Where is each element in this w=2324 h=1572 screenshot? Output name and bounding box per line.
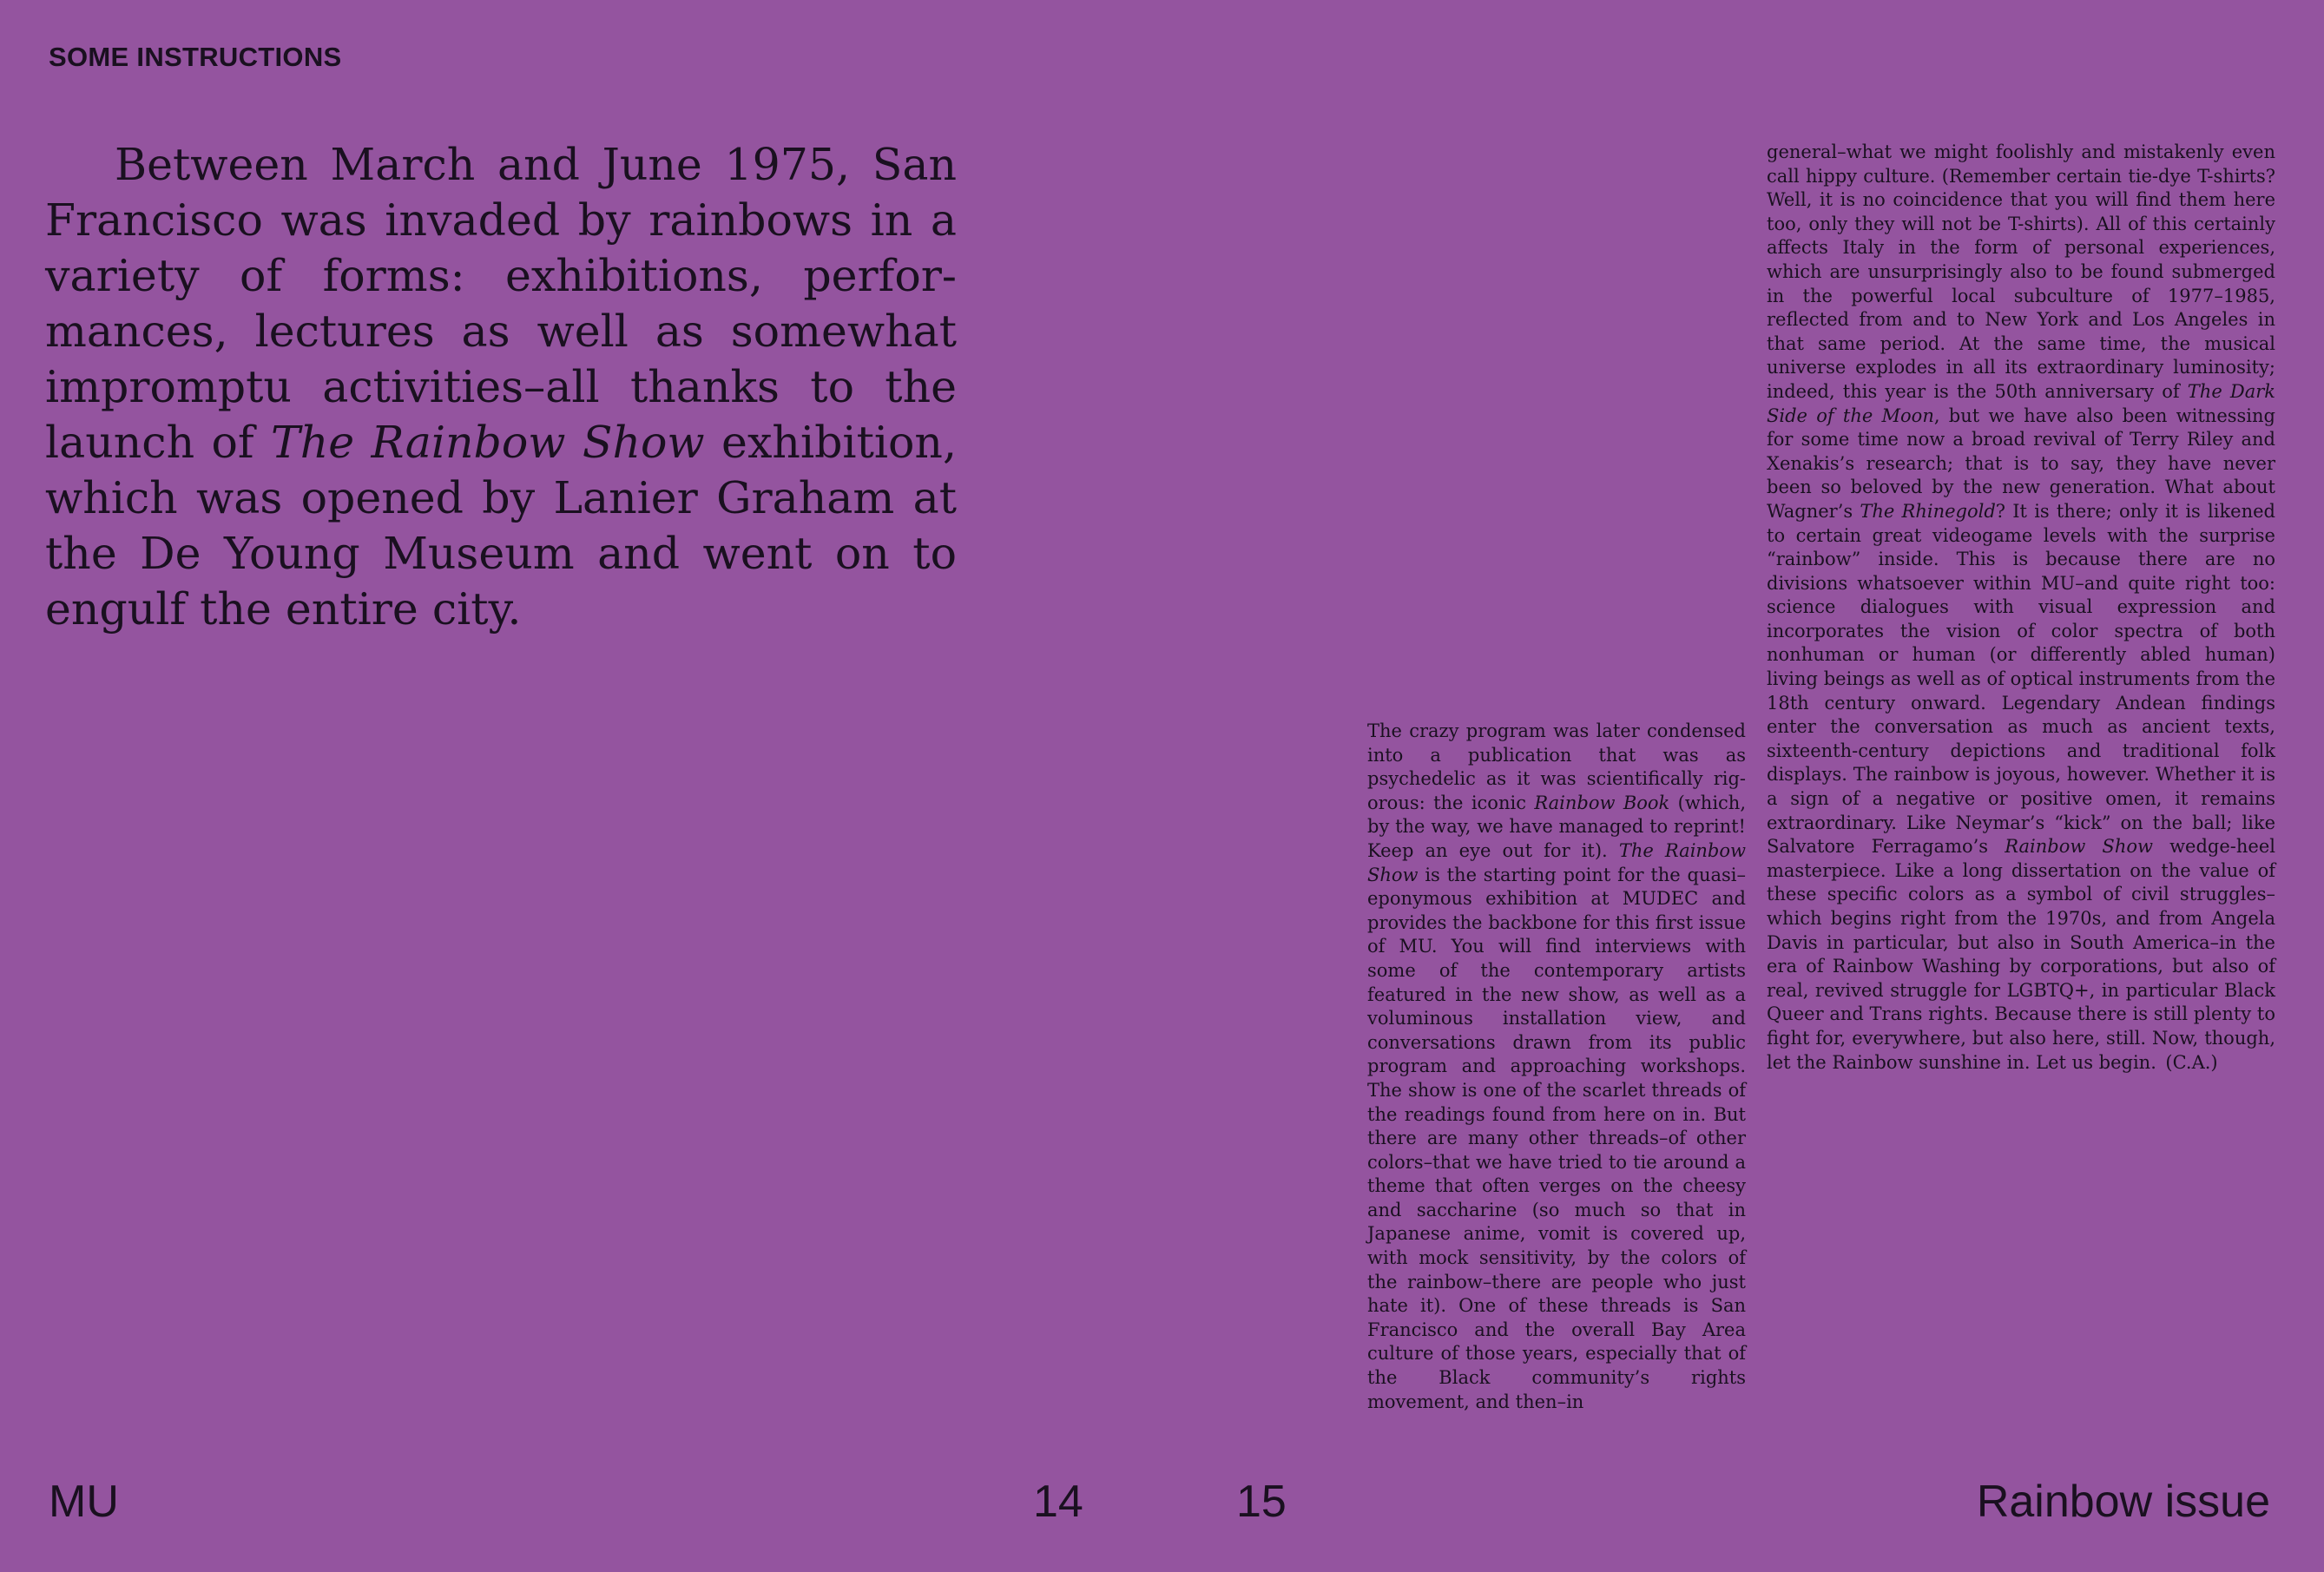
left-text-2: (which, by the way, we have managed to reprint! Keep an eye out for it). — [1367, 792, 1747, 861]
left-show-title: The Rainbow Show — [1367, 839, 1746, 885]
right-shoe-title: Rainbow Show — [2005, 836, 2153, 858]
lead-text-1: Between March and June 1975, San Francisco was invaded by rainbows in a variety of forms: exhibitions, performances, lectures as well as somewhat impromptu activities–all thanks to the launch of — [45, 139, 957, 468]
page-number-left: 14 — [1033, 1477, 1083, 1527]
page-number-right: 15 — [1236, 1477, 1287, 1527]
body-column-right — [1767, 141, 2275, 1075]
right-text-2: , but we have also been witnessing for some time now a broad revival of Terry Riley and Xenakis’s research; that is to say, they have never been so beloved by the new generation. What about Wagner’s — [1767, 405, 2275, 522]
lead-paragraph — [45, 137, 957, 637]
footer-magazine-name: MU — [49, 1477, 119, 1527]
lead-text-2: exhibition, which was opened by Lanier Graham at the De Young Museum and went on to engulf the entire city. — [45, 417, 957, 635]
lead-exhibition-title: The Rainbow Show — [271, 417, 705, 468]
left-text-3: is the starting point for the quasi–eponymous exhibition at MUDEC and provides the backbone for this first issue of MU. You will find interviews with some of the contemporary artists featured in the new show, as well as a voluminous installation view, and conversations drawn from its public program and approaching workshops. The show is one of the scarlet threads of the readings found from here on in. But there are many other threads–of other colors–that we have tried to tie around a theme that often verges on the cheesy and saccharine (so much so that in Japanese anime, vomit is covered up, with mock sensitivity, by the colors of the rainbow–there are people who just hate it). One of these threads is San Francisco and the overall Bay Area culture of those years, especially that of the Black community’s rights movement, and then–in — [1367, 864, 1746, 1412]
left-text-1: The crazy program was later condensed into a publication that was as psychedelic as it was scientifically rigorous: the iconic — [1367, 720, 1746, 813]
right-text-1: general–what we might foolishly and mistakenly even call hippy culture. (Remember certain tie-dye T-shirts? Well, it is no coincidence that you will find them here too, only they will not be T-shirts). All of this certainly affects Italy in the form of personal experiences, which are unsurprisingly also to be found submerged in the powerful local subculture of 1977–1985, reflected from and to New York and Los Angeles in that same period. At the same time, the musical universe explodes in all its extraordinary luminosity; indeed, this year is the 50th anniversary of — [1767, 141, 2275, 402]
right-opera-title: The Rhinegold — [1860, 500, 1996, 522]
body-column-left — [1367, 720, 1746, 1414]
right-album-title: The Dark Side of the Moon — [1767, 380, 2275, 426]
left-book-title: Rainbow Book — [1534, 792, 1670, 813]
right-text-3: ? It is there; only it is likened to certain great videogame levels with the surprise “rainbow” inside. This is because there are no divisions whatsoever within MU–and quite right too: science dialogues with visual expression and incorporates the vision of color spectra of both nonhuman or human (or differently abled human) living beings as well as of optical instruments from the 18th century onward. Legendary Andean findings enter the conversation as much as ancient texts, sixteenth-century depictions and traditional folk displays. The rainbow is joyous, however. Whether it is a sign of a negative or positive omen, it remains extraordinary. Like Neymar’s “kick” on the ball; like Salvatore Ferragamo’s — [1767, 500, 2276, 858]
section-label: SOME INSTRUCTIONS — [49, 42, 342, 72]
right-text-4: wedge-heel masterpiece. Like a long dissertation on the value of these specific colors as a symbol of civil struggles–which begins right from the 1970s, and from Angela Davis in particular, but also in South America–in the era of Rainbow Washing by corporations, but also of real, revived struggle for LGBTQ+, in particular Black Queer and Trans rights. Because there is still plenty to fight for, everywhere, but also here, still. Now, though, let the Rainbow sunshine in. Let us begin. (C.A.) — [1767, 836, 2275, 1073]
footer-issue-name: Rainbow issue — [1976, 1477, 2270, 1527]
